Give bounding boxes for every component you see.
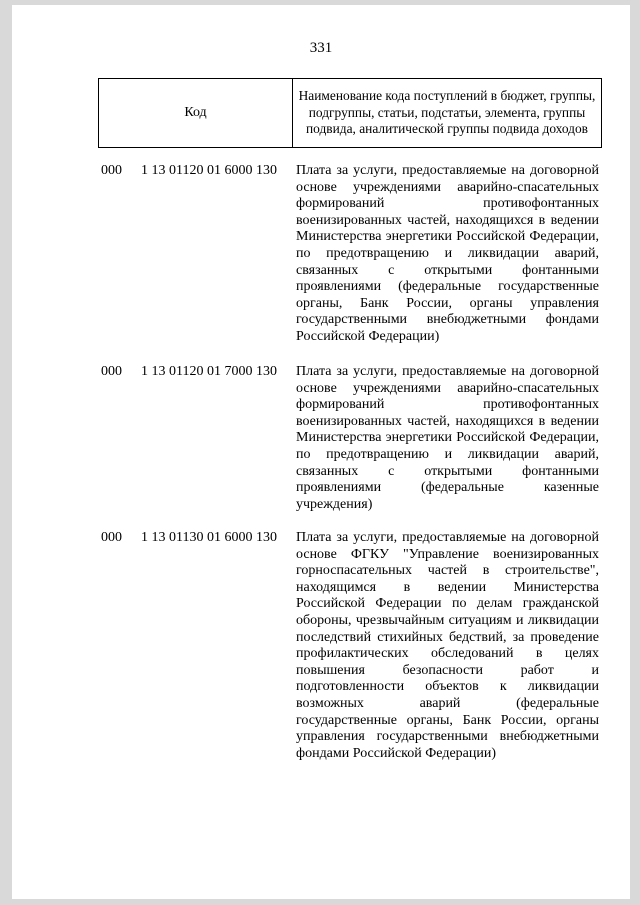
revenue-description: Плата за услуги, предоставляемые на договорной основе учреждениями аварийно-спасательных формирований противофонтанных военизированных частей, находящихся в ведении Министерства энергетики Российской Федерации, по предотвращению и ликвидации аварий, связанных с открытыми фонтанными проявлениями (федеральные казенные учреждения) (296, 364, 599, 512)
page-number: 331 (309, 40, 333, 56)
revenue-code: 1 13 01120 01 7000 130 (141, 364, 277, 379)
document-page (12, 5, 630, 899)
revenue-code: 1 13 01130 01 6000 130 (141, 530, 277, 545)
revenue-description: Плата за услуги, предоставляемые на договорной основе ФГКУ "Управление военизированных горноспасательных частей в строительстве", находящимся в ведении Министерства Российской Федерации по делам гражданской обороны, чрезвычайным ситуациям и ликвидации последствий стихийных бедствий, за проведение профилактических обследований в целях повышения безопасности работ и подготовленности объектов к ликвидации возможных аварий (федеральные государственные органы, Банк России, органы управления государственными внебюджетными фондами Российской Федерации) (296, 530, 599, 761)
admin-code: 000 (101, 364, 122, 379)
code-column-header: Код (99, 79, 293, 147)
revenue-description: Плата за услуги, предоставляемые на договорной основе учреждениями аварийно-спасательных формирований противофонтанных военизированных частей, находящихся в ведении Министерства энергетики Российской Федерации, по предотвращению и ликвидации аварий, связанных с открытыми фонтанными проявлениями (федеральные государственные органы, Банк России, органы управления государственными внебюджетными фондами Российской Федерации) (296, 163, 599, 344)
admin-code: 000 (101, 530, 122, 545)
admin-code: 000 (101, 163, 122, 178)
name-column-header: Наименование кода поступлений в бюджет, группы, подгруппы, статьи, подстатьи, элемента, группы подвида, аналитической группы подвида доходов (298, 88, 596, 137)
revenue-code: 1 13 01120 01 6000 130 (141, 163, 277, 178)
table-header (98, 78, 602, 148)
